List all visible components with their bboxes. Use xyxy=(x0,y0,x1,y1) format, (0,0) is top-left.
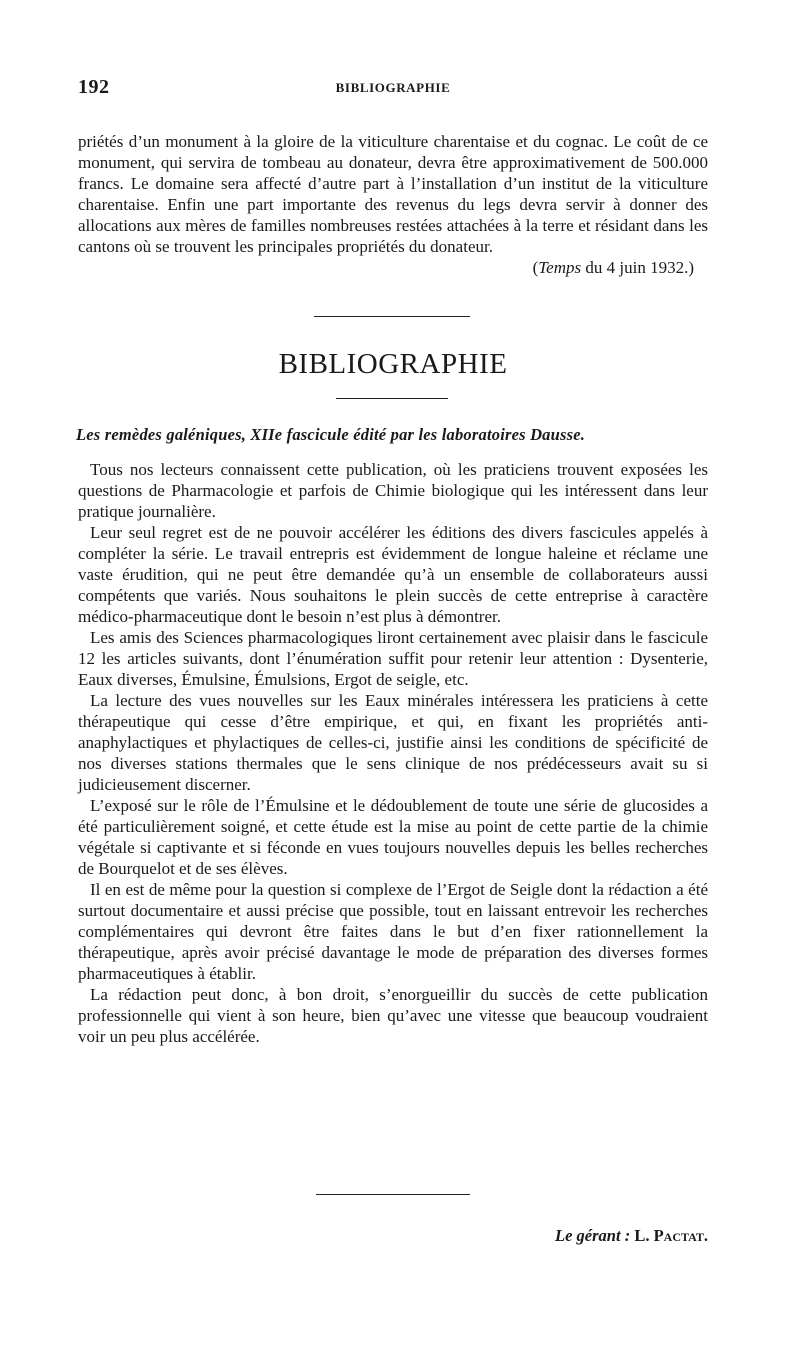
review-title: Les remèdes galéniques, XIIe fascicule édité par les laboratoires Dausse. xyxy=(76,425,586,444)
review-paragraph: La lecture des vues nouvelles sur les Eaux minérales intéressera les praticiens à cette thérapeutique qui cesse d’être empirique, et qui, en fixant les propriétés anti-anaphylactiques et phylactiques de celles-ci, justifie ainsi les conditions de spécificité de nos diverses stations thermales que le sens clinique de nos prédécesseurs avait su si judicieusement discerner. xyxy=(78,691,708,794)
review-paragraph: Leur seul regret est de ne pouvoir accélérer les éditions des divers fascicules appelés à compléter la série. Le travail entrepris est évidemment de longue haleine et réclame une vaste érudition, qui ne peut être demandée qu’à un ensemble de collaborateurs aussi compétents que variés. Nous souhaitons le plein succès de cette entreprise à caractère médico-pharmaceutique dont le besoin n’est plus à démontrer. xyxy=(78,523,708,626)
review-body xyxy=(78,459,708,1047)
separator-rule xyxy=(314,316,470,317)
end-rule xyxy=(316,1194,470,1195)
review-paragraph: Tous nos lecteurs connaissent cette publication, où les praticiens trouvent exposées les questions de Pharmacologie et parfois de Chimie biologique qui les intéressent dans leur pratique journalière. xyxy=(78,460,708,521)
review-paragraph: Les amis des Sciences pharmacologiques liront certainement avec plaisir dans le fascicule 12 les articles suivants, dont l’énumération suffit pour retenir leur attention : Dysenterie, Eaux diverses, Émulsine, Émulsions, Ergot de seigle, etc. xyxy=(78,628,708,689)
continuation-paragraph: priétés d’un monument à la gloire de la viticulture charentaise et du cognac. Le coût de ce monument, qui servira de tombeau au donateur, devra être approximativement de 500.000 francs. Le domaine sera affecté d’autre part à l’installation d’un institut de la viticulture charentaise. Enfin une part importante des revenus du legs devra servir à donner des allocations aux mères de familles nombreuses restées attachées à la terre et résidant dans les cantons où se trouvent les principales propriétés du donateur. xyxy=(78,132,708,256)
running-header xyxy=(78,76,708,100)
title-underline-rule xyxy=(336,398,448,399)
review-paragraph: Il en est de même pour la question si complexe de l’Ergot de Seigle dont la rédaction a été surtout documentaire et aussi précise que possible, tout en laissant entrevoir les recherches complémentaires qui devront être faites dans le but d’en fixer rationnellement la thérapeutique, après avoir précisé davantage le mode de préparation des diverses formes pharmaceutiques à établir. xyxy=(78,880,708,983)
signature-line xyxy=(488,1226,708,1246)
citation-source: Temps xyxy=(538,258,582,277)
citation xyxy=(78,257,708,278)
page-number: 192 xyxy=(78,76,110,98)
review-paragraph: L’exposé sur le rôle de l’Émulsine et le dédoublement de toute une série de glucosides a été particulièrement soigné, et cette étude est la mise au point de cette partie de la chimie végétale si captivante et si féconde en vues toujours nouvelles depuis les belles recherches de Bourquelot et de ses élèves. xyxy=(78,796,708,878)
citation-close: ) xyxy=(688,258,694,277)
section-title: BIBLIOGRAPHIE xyxy=(278,348,508,380)
review-paragraph: La rédaction peut donc, à bon droit, s’enorgueillir du succès de cette publication professionnelle qui vient à son heure, bien qu’avec une vitesse que beaucoup voudraient voir un peu plus accélérée. xyxy=(78,985,708,1046)
signature-name: L. Pactat. xyxy=(634,1226,708,1245)
citation-date: du 4 juin 1932. xyxy=(585,258,689,277)
continuation-block xyxy=(78,131,708,278)
citation-open: ( xyxy=(532,258,539,277)
running-title: BIBLIOGRAPHIE xyxy=(335,80,451,95)
signature-label: Le gérant : xyxy=(555,1226,631,1245)
